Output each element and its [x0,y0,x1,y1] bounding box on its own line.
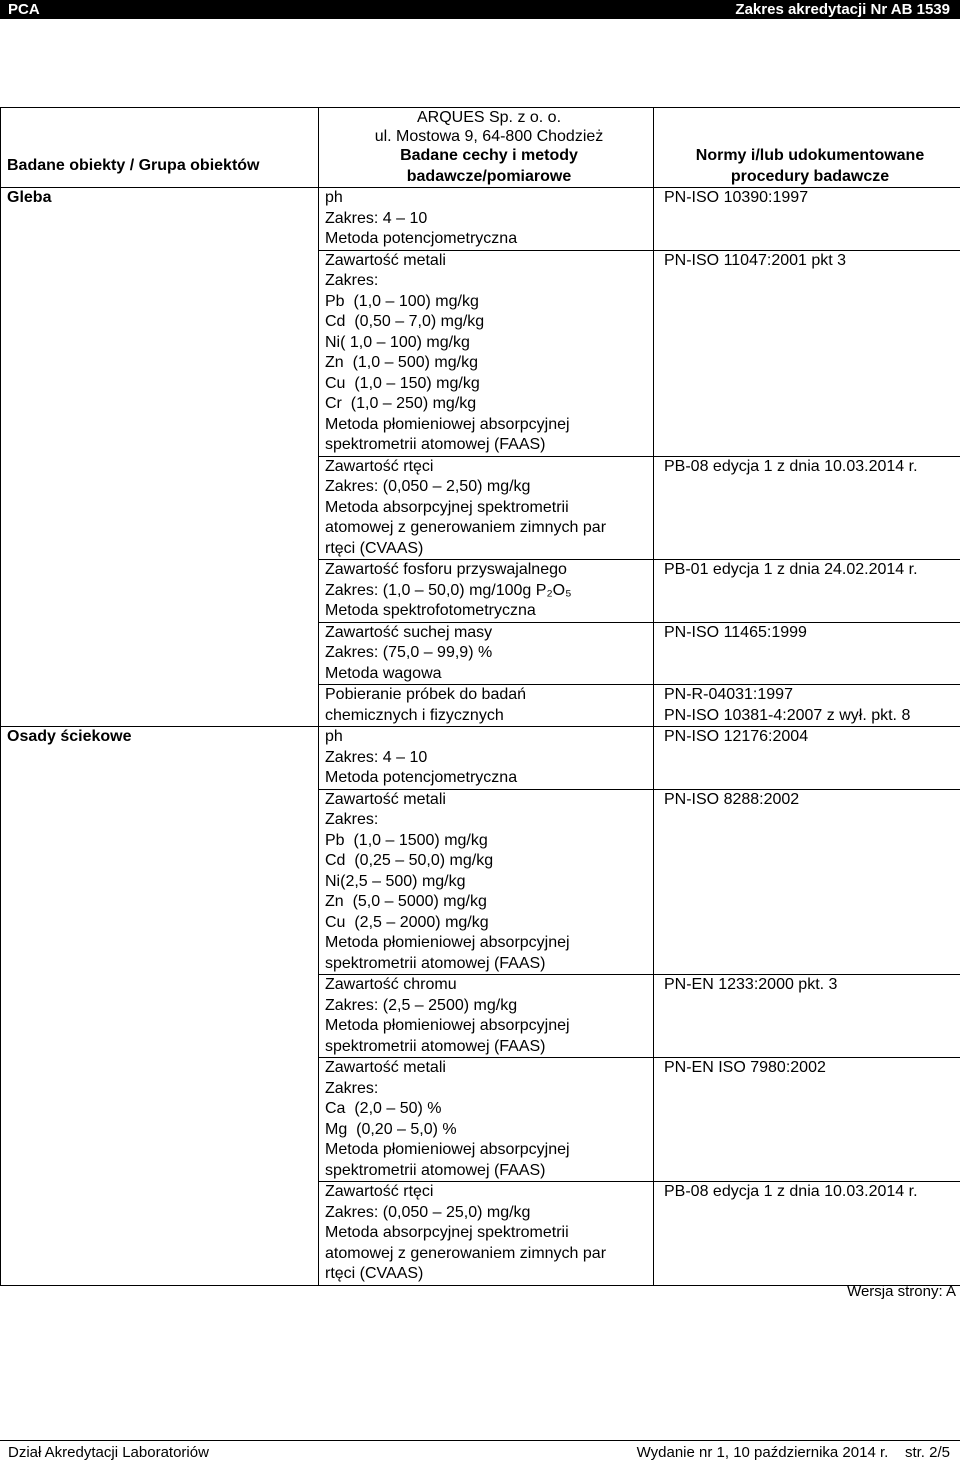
method-line: Zn (5,0 – 5000) mg/kg [325,892,653,913]
method-cell [319,727,654,790]
norm-line: PB-01 edycja 1 z dnia 24.02.2014 r. [664,560,960,581]
method-line: rtęci (CVAAS) [325,539,653,560]
footer-bar [0,1440,960,1465]
header-left: PCA [8,0,40,19]
method-cell [319,789,654,975]
method-line: Zawartość metali [325,1058,653,1079]
method-line: Zakres: (1,0 – 50,0) mg/100g P₂O₅ [325,581,653,602]
method-line: Metoda spektrofotometryczna [325,601,653,622]
norm-cell [654,1182,960,1286]
header-right: Zakres akredytacji Nr AB 1539 [735,0,950,19]
method-line: Cd (0,25 – 50,0) mg/kg [325,851,653,872]
column-header-norms: Normy i/lub udokumentowane procedury badawcze [654,146,960,188]
norm-cell [654,789,960,975]
norm-line: PB-08 edycja 1 z dnia 10.03.2014 r. [664,1182,960,1203]
method-line: Zakres: 4 – 10 [325,748,653,769]
norm-line: PN-ISO 8288:2002 [664,790,960,811]
method-line: Ni(2,5 – 500) mg/kg [325,872,653,893]
method-line: Metoda potencjometryczna [325,768,653,789]
method-line: Zakres: 4 – 10 [325,209,653,230]
accreditation-table [0,107,960,1286]
method-cell [319,1058,654,1182]
object-group-cell [1,188,319,727]
method-line: Zawartość rtęci [325,457,653,478]
method-cell [319,1182,654,1286]
method-line: ph [325,727,653,748]
method-line: Ni( 1,0 – 100) mg/kg [325,333,653,354]
norm-line: PB-08 edycja 1 z dnia 10.03.2014 r. [664,457,960,478]
method-line: Metoda płomieniowej absorpcyjnej [325,933,653,954]
method-line: Metoda potencjometryczna [325,229,653,250]
norm-line: PN-ISO 12176:2004 [664,727,960,748]
norm-cell [654,975,960,1058]
method-line: Zakres: (75,0 – 99,9) % [325,643,653,664]
method-cell [319,975,654,1058]
column-header-objects: Badane obiekty / Grupa obiektów [1,146,319,188]
footer-right: Wydanie nr 1, 10 października 2014 r. str. 2/5 [637,1444,950,1461]
method-line: spektrometrii atomowej (FAAS) [325,954,653,975]
method-line: Pb (1,0 – 1500) mg/kg [325,831,653,852]
method-line: Metoda absorpcyjnej spektrometrii [325,1223,653,1244]
method-line: Metoda absorpcyjnej spektrometrii [325,498,653,519]
footer-left: Dział Akredytacji Laboratoriów [8,1444,209,1461]
norm-cell [654,622,960,685]
method-line: spektrometrii atomowej (FAAS) [325,435,653,456]
header-bar [0,0,960,19]
method-line: Zakres: (0,050 – 2,50) mg/kg [325,477,653,498]
method-line: atomowej z generowaniem zimnych par [325,518,653,539]
column-header-row [1,146,960,188]
method-line: Ca (2,0 – 50) % [325,1099,653,1120]
method-line: Zakres: [325,1079,653,1100]
method-line: Zakres: [325,271,653,292]
column-header-methods: Badane cechy i metody badawcze/pomiarowe [319,146,654,188]
method-line: Zawartość fosforu przyswajalnego [325,560,653,581]
method-line: Zawartość metali [325,251,653,272]
method-line: Zakres: (0,050 – 25,0) mg/kg [325,1203,653,1224]
norm-line: PN-ISO 10390:1997 [664,188,960,209]
method-line: Zawartość suchej masy [325,623,653,644]
norm-line: PN-R-04031:1997 [664,685,960,706]
method-line: Cu (1,0 – 150) mg/kg [325,374,653,395]
method-cell [319,685,654,727]
norm-line: PN-ISO 10381-4:2007 z wył. pkt. 8 [664,706,960,727]
method-line: spektrometrii atomowej (FAAS) [325,1037,653,1058]
norm-cell [654,250,960,456]
method-line: Cu (2,5 – 2000) mg/kg [325,913,653,934]
method-line: Zakres: (2,5 – 2500) mg/kg [325,996,653,1017]
method-cell [319,188,654,251]
norm-cell [654,727,960,790]
method-cell [319,456,654,560]
method-cell [319,250,654,456]
method-cell [319,622,654,685]
page-version: Wersja strony: A [847,1283,956,1300]
table-row [1,727,960,790]
method-line: ph [325,188,653,209]
object-group-cell [1,727,319,1286]
norm-line: PN-EN ISO 7980:2002 [664,1058,960,1079]
method-line: Pobieranie próbek do badań [325,685,653,706]
norm-line: PN-EN 1233:2000 pkt. 3 [664,975,960,996]
method-line: atomowej z generowaniem zimnych par [325,1244,653,1265]
object-group-name: Osady ściekowe [7,728,132,745]
object-group-name: Gleba [7,189,51,206]
norm-line: PN-ISO 11047:2001 pkt 3 [664,251,960,272]
norm-cell [654,456,960,560]
norm-line: PN-ISO 11465:1999 [664,623,960,644]
method-line: chemicznych i fizycznych [325,706,653,727]
norm-cell [654,685,960,727]
method-line: Cr (1,0 – 250) mg/kg [325,394,653,415]
method-line: Metoda wagowa [325,664,653,685]
method-line: Zakres: [325,810,653,831]
method-line: Cd (0,50 – 7,0) mg/kg [325,312,653,333]
method-cell [319,560,654,623]
lab-address: ul. Mostowa 9, 64-800 Chodzież [325,127,653,146]
table-row [1,188,960,251]
method-line: rtęci (CVAAS) [325,1264,653,1285]
lab-name: ARQUES Sp. z o. o. [325,108,653,127]
method-line: Mg (0,20 – 5,0) % [325,1120,653,1141]
norm-cell [654,188,960,251]
method-line: Zawartość rtęci [325,1182,653,1203]
method-line: Pb (1,0 – 100) mg/kg [325,292,653,313]
norm-cell [654,1058,960,1182]
norm-cell [654,560,960,623]
method-line: Metoda płomieniowej absorpcyjnej [325,415,653,436]
method-line: Zn (1,0 – 500) mg/kg [325,353,653,374]
method-line: Metoda płomieniowej absorpcyjnej [325,1016,653,1037]
method-line: spektrometrii atomowej (FAAS) [325,1161,653,1182]
method-line: Zawartość metali [325,790,653,811]
method-line: Zawartość chromu [325,975,653,996]
lab-row [1,108,960,147]
method-line: Metoda płomieniowej absorpcyjnej [325,1140,653,1161]
